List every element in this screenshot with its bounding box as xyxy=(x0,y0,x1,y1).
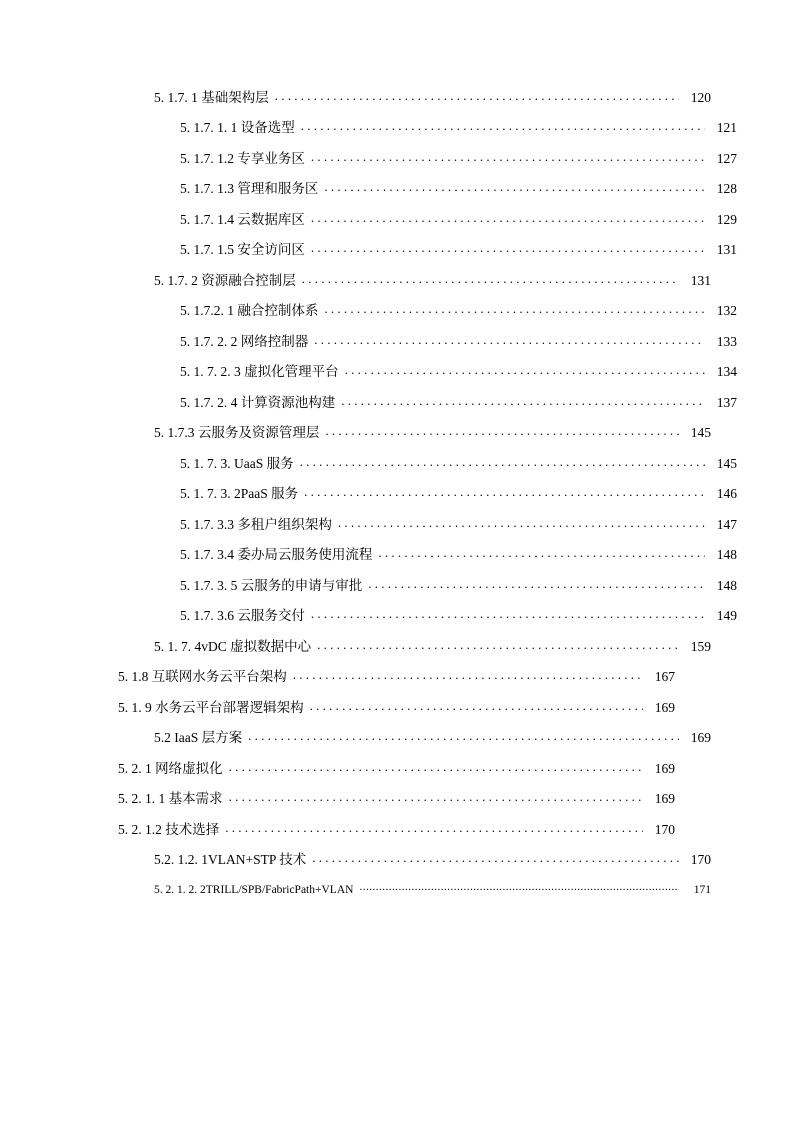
toc-leader-dots xyxy=(311,607,705,621)
toc-entry-label: 5.2. 1.2. 1VLAN+STP 技术 xyxy=(154,852,307,867)
toc-entry-label: 5. 1.7. 2. 4 计算资源池构建 xyxy=(180,394,336,410)
toc-leader-dots xyxy=(275,88,679,102)
toc-entry-page-number: 149 xyxy=(716,608,737,623)
toc-entry[interactable] xyxy=(118,576,737,592)
toc-leader-dots xyxy=(229,759,643,773)
toc-entry[interactable] xyxy=(118,607,737,623)
toc-entry-page-number: 137 xyxy=(716,394,737,410)
toc-leader-dots xyxy=(293,668,643,682)
toc-entry-label: 5. 1.7. 1.3 管理和服务区 xyxy=(180,181,319,196)
toc-entry-page-number: 148 xyxy=(716,577,737,593)
toc-entry-label: 5. 2. 1.2 技术选择 xyxy=(118,821,220,837)
toc-leader-dots xyxy=(368,576,705,590)
toc-entry-page-number: 169 xyxy=(654,791,675,806)
toc-entry-label: 5. 1.7.2. 1 融合控制体系 xyxy=(180,303,319,318)
toc-entry-label: 5. 1.7. 2 资源融合控制层 xyxy=(154,272,296,288)
toc-entry-label: 5. 1.7. 3.3 多租户组织架构 xyxy=(180,516,332,532)
toc-entry[interactable] xyxy=(118,881,711,896)
toc-entry[interactable] xyxy=(118,180,737,196)
toc-entry-label: 5. 1. 7. 4vDC 虚拟数据中心 xyxy=(154,638,312,654)
toc-leader-dots xyxy=(301,119,705,133)
toc-entry-label: 5. 1.7. 2. 2 网络控制器 xyxy=(180,333,309,349)
toc-entry-page-number: 145 xyxy=(690,425,711,440)
toc-leader-dots xyxy=(359,881,679,893)
toc-entry[interactable] xyxy=(118,332,737,348)
toc-entry-label: 5. 1. 7. 3. UaaS 服务 xyxy=(180,455,294,471)
toc-leader-dots xyxy=(311,210,705,224)
toc-entry[interactable] xyxy=(118,88,711,104)
toc-entry-page-number: 128 xyxy=(716,181,737,196)
toc-entry-label: 5. 1.7. 1.2 专享业务区 xyxy=(180,150,305,166)
toc-entry-page-number: 145 xyxy=(716,455,737,471)
table-of-contents xyxy=(118,88,737,896)
toc-entry-page-number: 170 xyxy=(690,852,711,867)
toc-entry[interactable] xyxy=(118,851,711,867)
toc-entry[interactable] xyxy=(118,759,675,775)
toc-leader-dots xyxy=(311,241,705,255)
toc-leader-dots xyxy=(311,149,705,163)
toc-leader-dots xyxy=(314,332,705,346)
toc-entry-page-number: 132 xyxy=(716,303,737,318)
toc-entry[interactable] xyxy=(118,241,737,257)
toc-leader-dots xyxy=(248,729,679,743)
toc-entry[interactable] xyxy=(118,546,737,562)
toc-leader-dots xyxy=(324,180,705,194)
toc-entry-label: 5. 1. 7. 2. 3 虚拟化管理平台 xyxy=(180,364,339,379)
toc-leader-dots xyxy=(341,393,705,407)
toc-entry-page-number: 170 xyxy=(654,821,675,837)
toc-entry-page-number: 131 xyxy=(690,272,711,288)
toc-entry-page-number: 148 xyxy=(716,547,737,562)
toc-entry-page-number: 169 xyxy=(654,760,675,776)
toc-entry-label: 5. 1.7. 1.4 云数据库区 xyxy=(180,211,305,227)
toc-leader-dots xyxy=(310,698,643,712)
toc-entry-label: 5. 2. 1. 2. 2TRILL/SPB/FabricPath+VLAN xyxy=(154,883,354,896)
toc-entry[interactable] xyxy=(118,210,737,226)
toc-entry-label: 5. 1.7.3 云服务及资源管理层 xyxy=(154,425,320,440)
toc-entry[interactable] xyxy=(118,515,737,531)
toc-entry-page-number: 121 xyxy=(716,120,737,135)
toc-entry-label: 5. 1.7. 3.6 云服务交付 xyxy=(180,608,305,623)
toc-entry[interactable] xyxy=(118,119,737,135)
toc-leader-dots xyxy=(317,637,679,651)
toc-leader-dots xyxy=(229,790,643,804)
toc-entry-label: 5. 1.7. 3.4 委办局云服务使用流程 xyxy=(180,547,373,562)
toc-entry[interactable] xyxy=(118,485,737,501)
toc-entry-page-number: 167 xyxy=(654,669,675,684)
toc-entry-page-number: 171 xyxy=(693,883,711,896)
toc-entry-page-number: 147 xyxy=(716,516,737,532)
toc-leader-dots xyxy=(300,454,705,468)
toc-leader-dots xyxy=(312,851,679,865)
toc-entry-page-number: 169 xyxy=(654,699,675,715)
toc-entry-label: 5. 1.7. 1 基础架构层 xyxy=(154,89,269,105)
toc-leader-dots xyxy=(324,302,705,316)
toc-entry-label: 5. 1. 9 水务云平台部署逻辑架构 xyxy=(118,699,304,715)
toc-entry-page-number: 169 xyxy=(690,730,711,745)
toc-leader-dots xyxy=(338,515,705,529)
toc-entry[interactable] xyxy=(118,637,711,653)
toc-entry-page-number: 146 xyxy=(716,486,737,501)
toc-entry-label: 5. 2. 1 网络虚拟化 xyxy=(118,760,223,776)
toc-entry-label: 5. 1.8 互联网水务云平台架构 xyxy=(118,669,287,684)
toc-entry[interactable] xyxy=(118,149,737,165)
toc-entry-label: 5. 1.7. 1.5 安全访问区 xyxy=(180,242,305,257)
toc-entry-label: 5. 2. 1. 1 基本需求 xyxy=(118,791,223,806)
toc-leader-dots xyxy=(378,546,705,560)
toc-entry-page-number: 134 xyxy=(716,364,737,379)
toc-entry-page-number: 159 xyxy=(690,638,711,654)
toc-entry[interactable] xyxy=(118,698,675,714)
toc-entry-page-number: 127 xyxy=(716,150,737,166)
toc-entry-page-number: 131 xyxy=(716,242,737,257)
toc-entry-label: 5. 1.7. 1. 1 设备选型 xyxy=(180,120,295,135)
toc-entry[interactable] xyxy=(118,820,675,836)
toc-entry[interactable] xyxy=(118,302,737,318)
toc-entry[interactable] xyxy=(118,729,711,745)
toc-entry-page-number: 120 xyxy=(690,89,711,105)
toc-leader-dots xyxy=(225,820,643,834)
toc-leader-dots xyxy=(302,271,679,285)
toc-leader-dots xyxy=(304,485,705,499)
toc-entry[interactable] xyxy=(118,424,711,440)
toc-entry[interactable] xyxy=(118,668,675,684)
toc-entry[interactable] xyxy=(118,393,737,409)
toc-entry-label: 5. 1.7. 3. 5 云服务的申请与审批 xyxy=(180,577,363,593)
toc-entry-label: 5.2 IaaS 层方案 xyxy=(154,730,243,745)
toc-entry[interactable] xyxy=(118,271,711,287)
toc-leader-dots xyxy=(345,363,705,377)
toc-entry-label: 5. 1. 7. 3. 2PaaS 服务 xyxy=(180,486,299,501)
toc-entry[interactable] xyxy=(118,454,737,470)
toc-entry-page-number: 129 xyxy=(716,211,737,227)
toc-entry-page-number: 133 xyxy=(716,333,737,349)
toc-entry[interactable] xyxy=(118,363,737,379)
toc-leader-dots xyxy=(325,424,679,438)
toc-entry[interactable] xyxy=(118,790,675,806)
